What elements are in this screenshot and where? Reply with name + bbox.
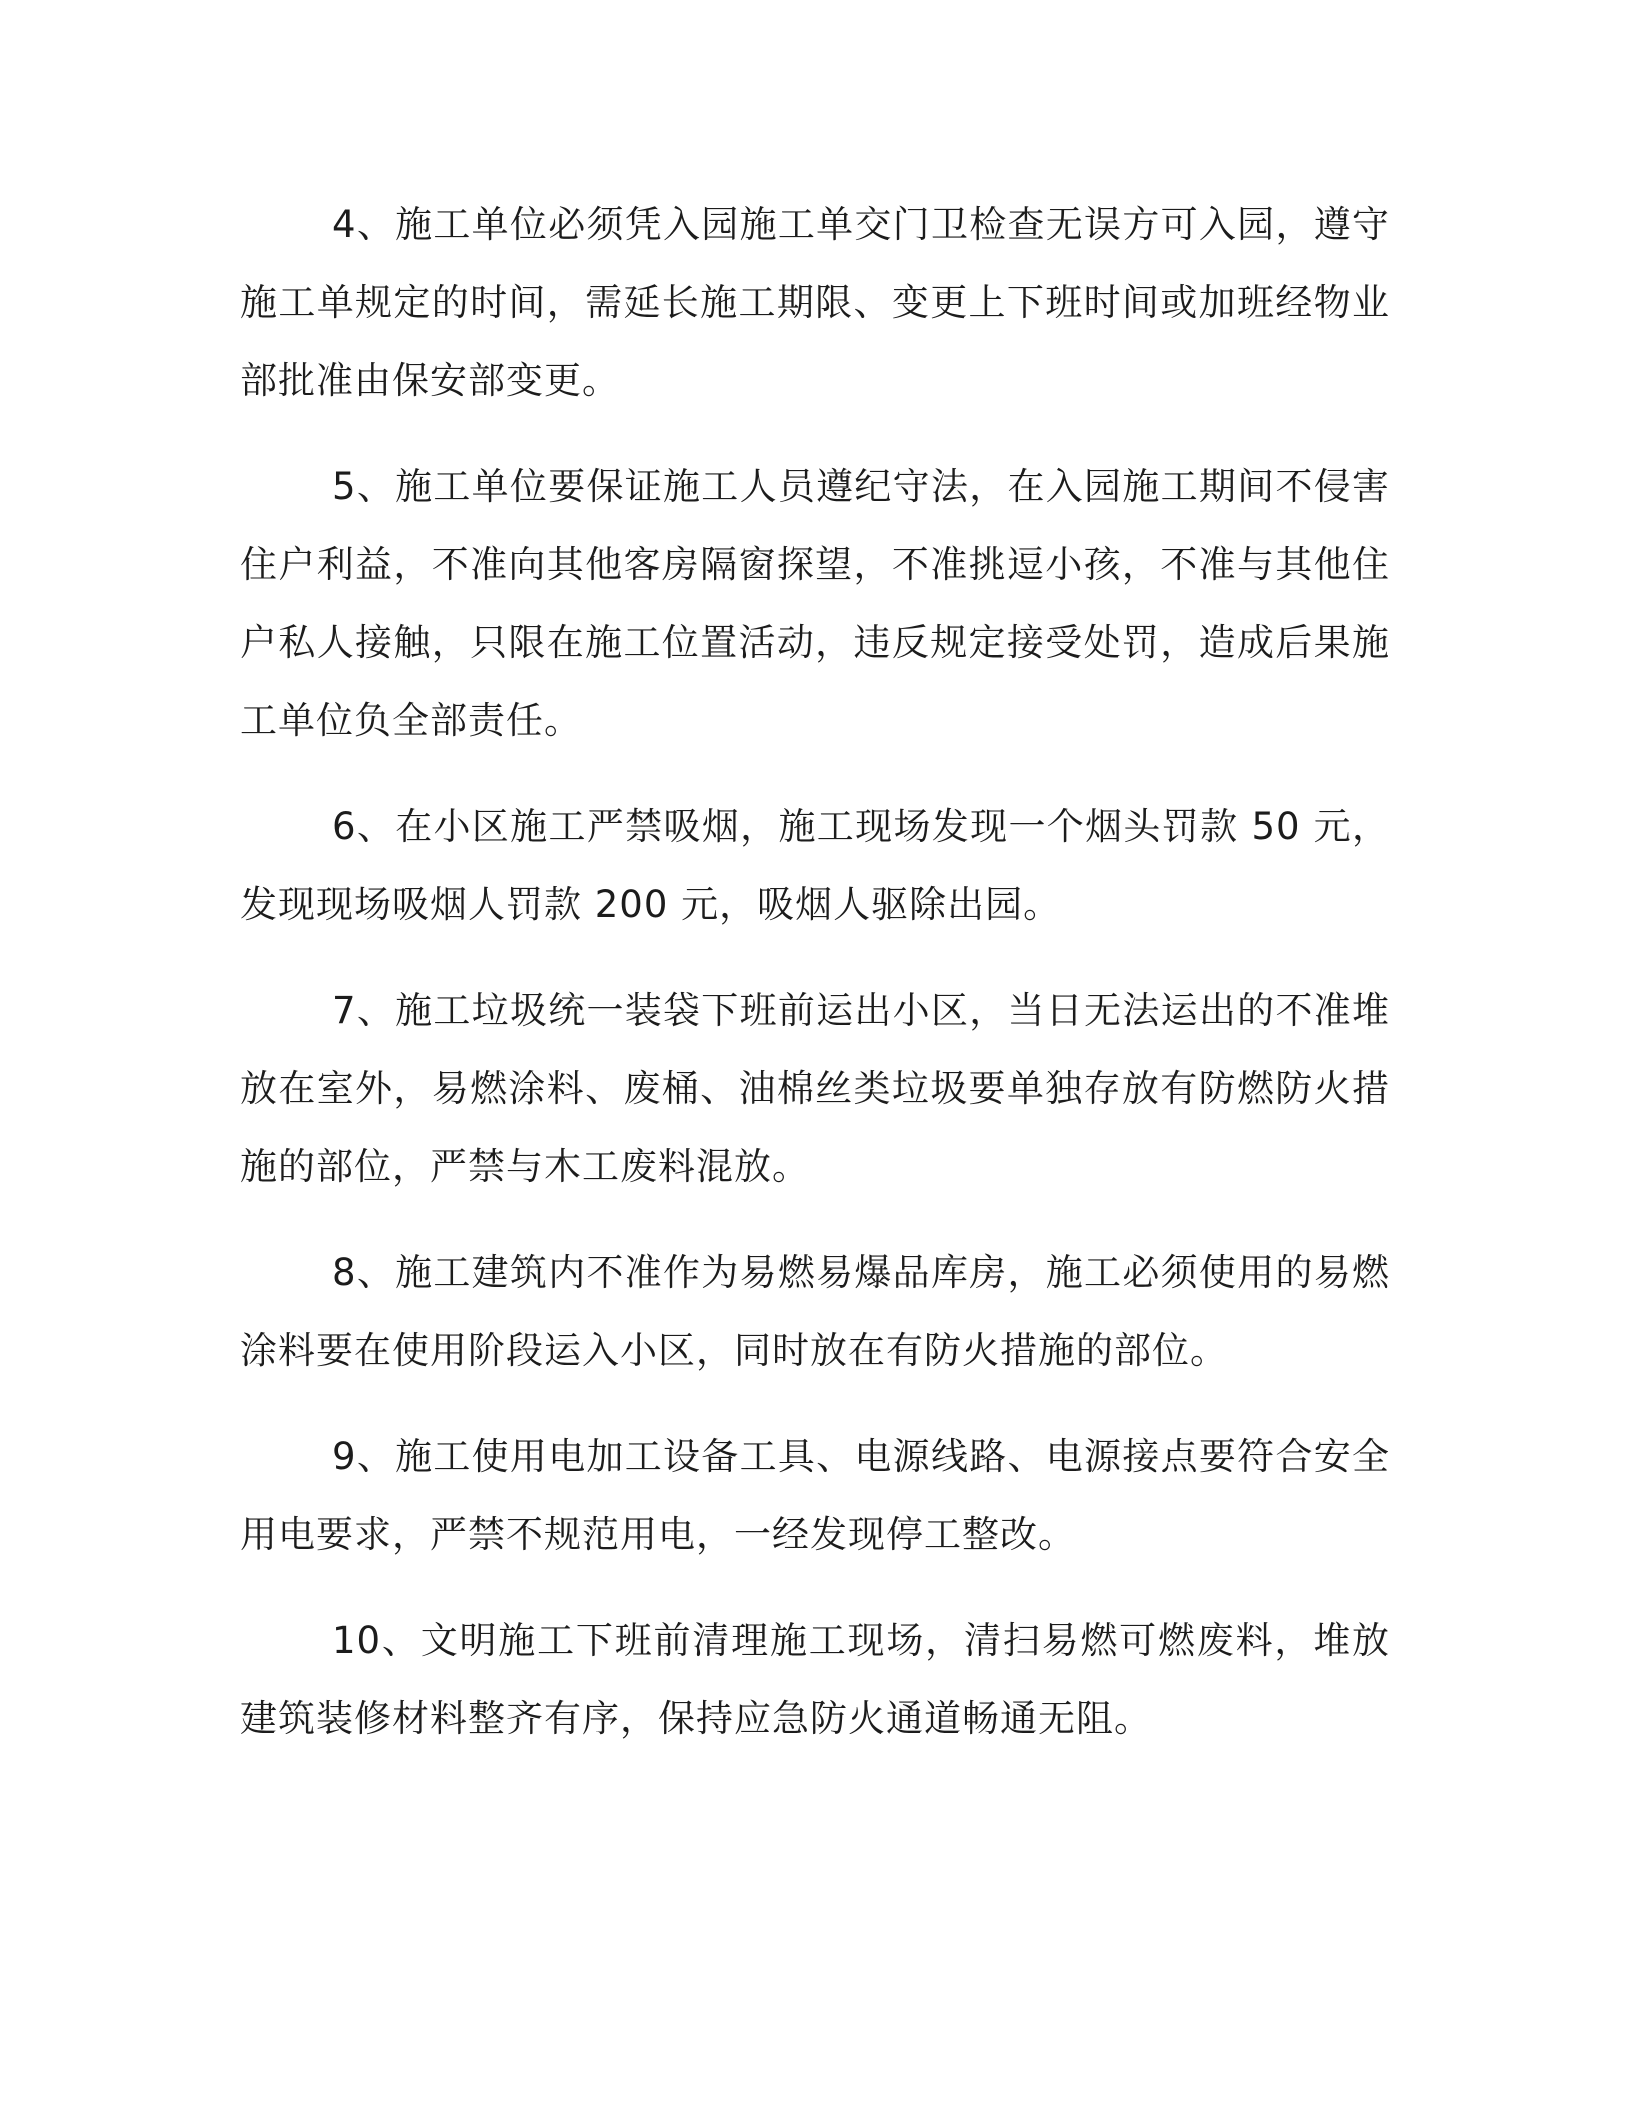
paragraph-text: 施工使用电加工设备工具、电源线路、电源接点要符合安全用电要求，严禁不规范用电，一经发现停工整改。 bbox=[240, 1435, 1390, 1556]
paragraph-item-7 bbox=[240, 972, 1390, 1206]
paragraph-item-9 bbox=[240, 1418, 1390, 1574]
paragraph-text: 施工建筑内不准作为易燃易爆品库房，施工必须使用的易燃涂料要在使用阶段运入小区，同时放在有防火措施的部位。 bbox=[240, 1251, 1390, 1372]
paragraph-number: 7、 bbox=[332, 989, 396, 1032]
document-body bbox=[240, 186, 1390, 1758]
paragraph-number: 8、 bbox=[332, 1251, 396, 1294]
paragraph-number: 4、 bbox=[332, 203, 396, 246]
paragraph-number: 6、 bbox=[332, 805, 396, 848]
paragraph-number: 9、 bbox=[332, 1435, 396, 1478]
paragraph-item-6 bbox=[240, 788, 1390, 944]
paragraph-item-5 bbox=[240, 448, 1390, 760]
paragraph-text: 施工单位要保证施工人员遵纪守法，在入园施工期间不侵害住户利益，不准向其他客房隔窗探望，不准挑逗小孩，不准与其他住户私人接触，只限在施工位置活动，违反规定接受处罚，造成后果施工单位负全部责任。 bbox=[240, 465, 1390, 742]
paragraph-text: 施工垃圾统一装袋下班前运出小区，当日无法运出的不准堆放在室外，易燃涂料、废桶、油棉丝类垃圾要单独存放有防燃防火措施的部位，严禁与木工废料混放。 bbox=[240, 989, 1390, 1188]
paragraph-item-4 bbox=[240, 186, 1390, 420]
paragraph-item-10 bbox=[240, 1602, 1390, 1758]
paragraph-number: 10、 bbox=[332, 1619, 421, 1662]
paragraph-text: 文明施工下班前清理施工现场，清扫易燃可燃废料，堆放建筑装修材料整齐有序，保持应急防火通道畅通无阻。 bbox=[240, 1619, 1390, 1740]
paragraph-text: 施工单位必须凭入园施工单交门卫检查无误方可入园，遵守施工单规定的时间，需延长施工期限、变更上下班时间或加班经物业部批准由保安部变更。 bbox=[240, 203, 1390, 402]
paragraph-text: 在小区施工严禁吸烟，施工现场发现一个烟头罚款 50 元，发现现场吸烟人罚款 200 元，吸烟人驱除出园。 bbox=[240, 805, 1390, 926]
paragraph-number: 5、 bbox=[332, 465, 396, 508]
paragraph-item-8 bbox=[240, 1234, 1390, 1390]
